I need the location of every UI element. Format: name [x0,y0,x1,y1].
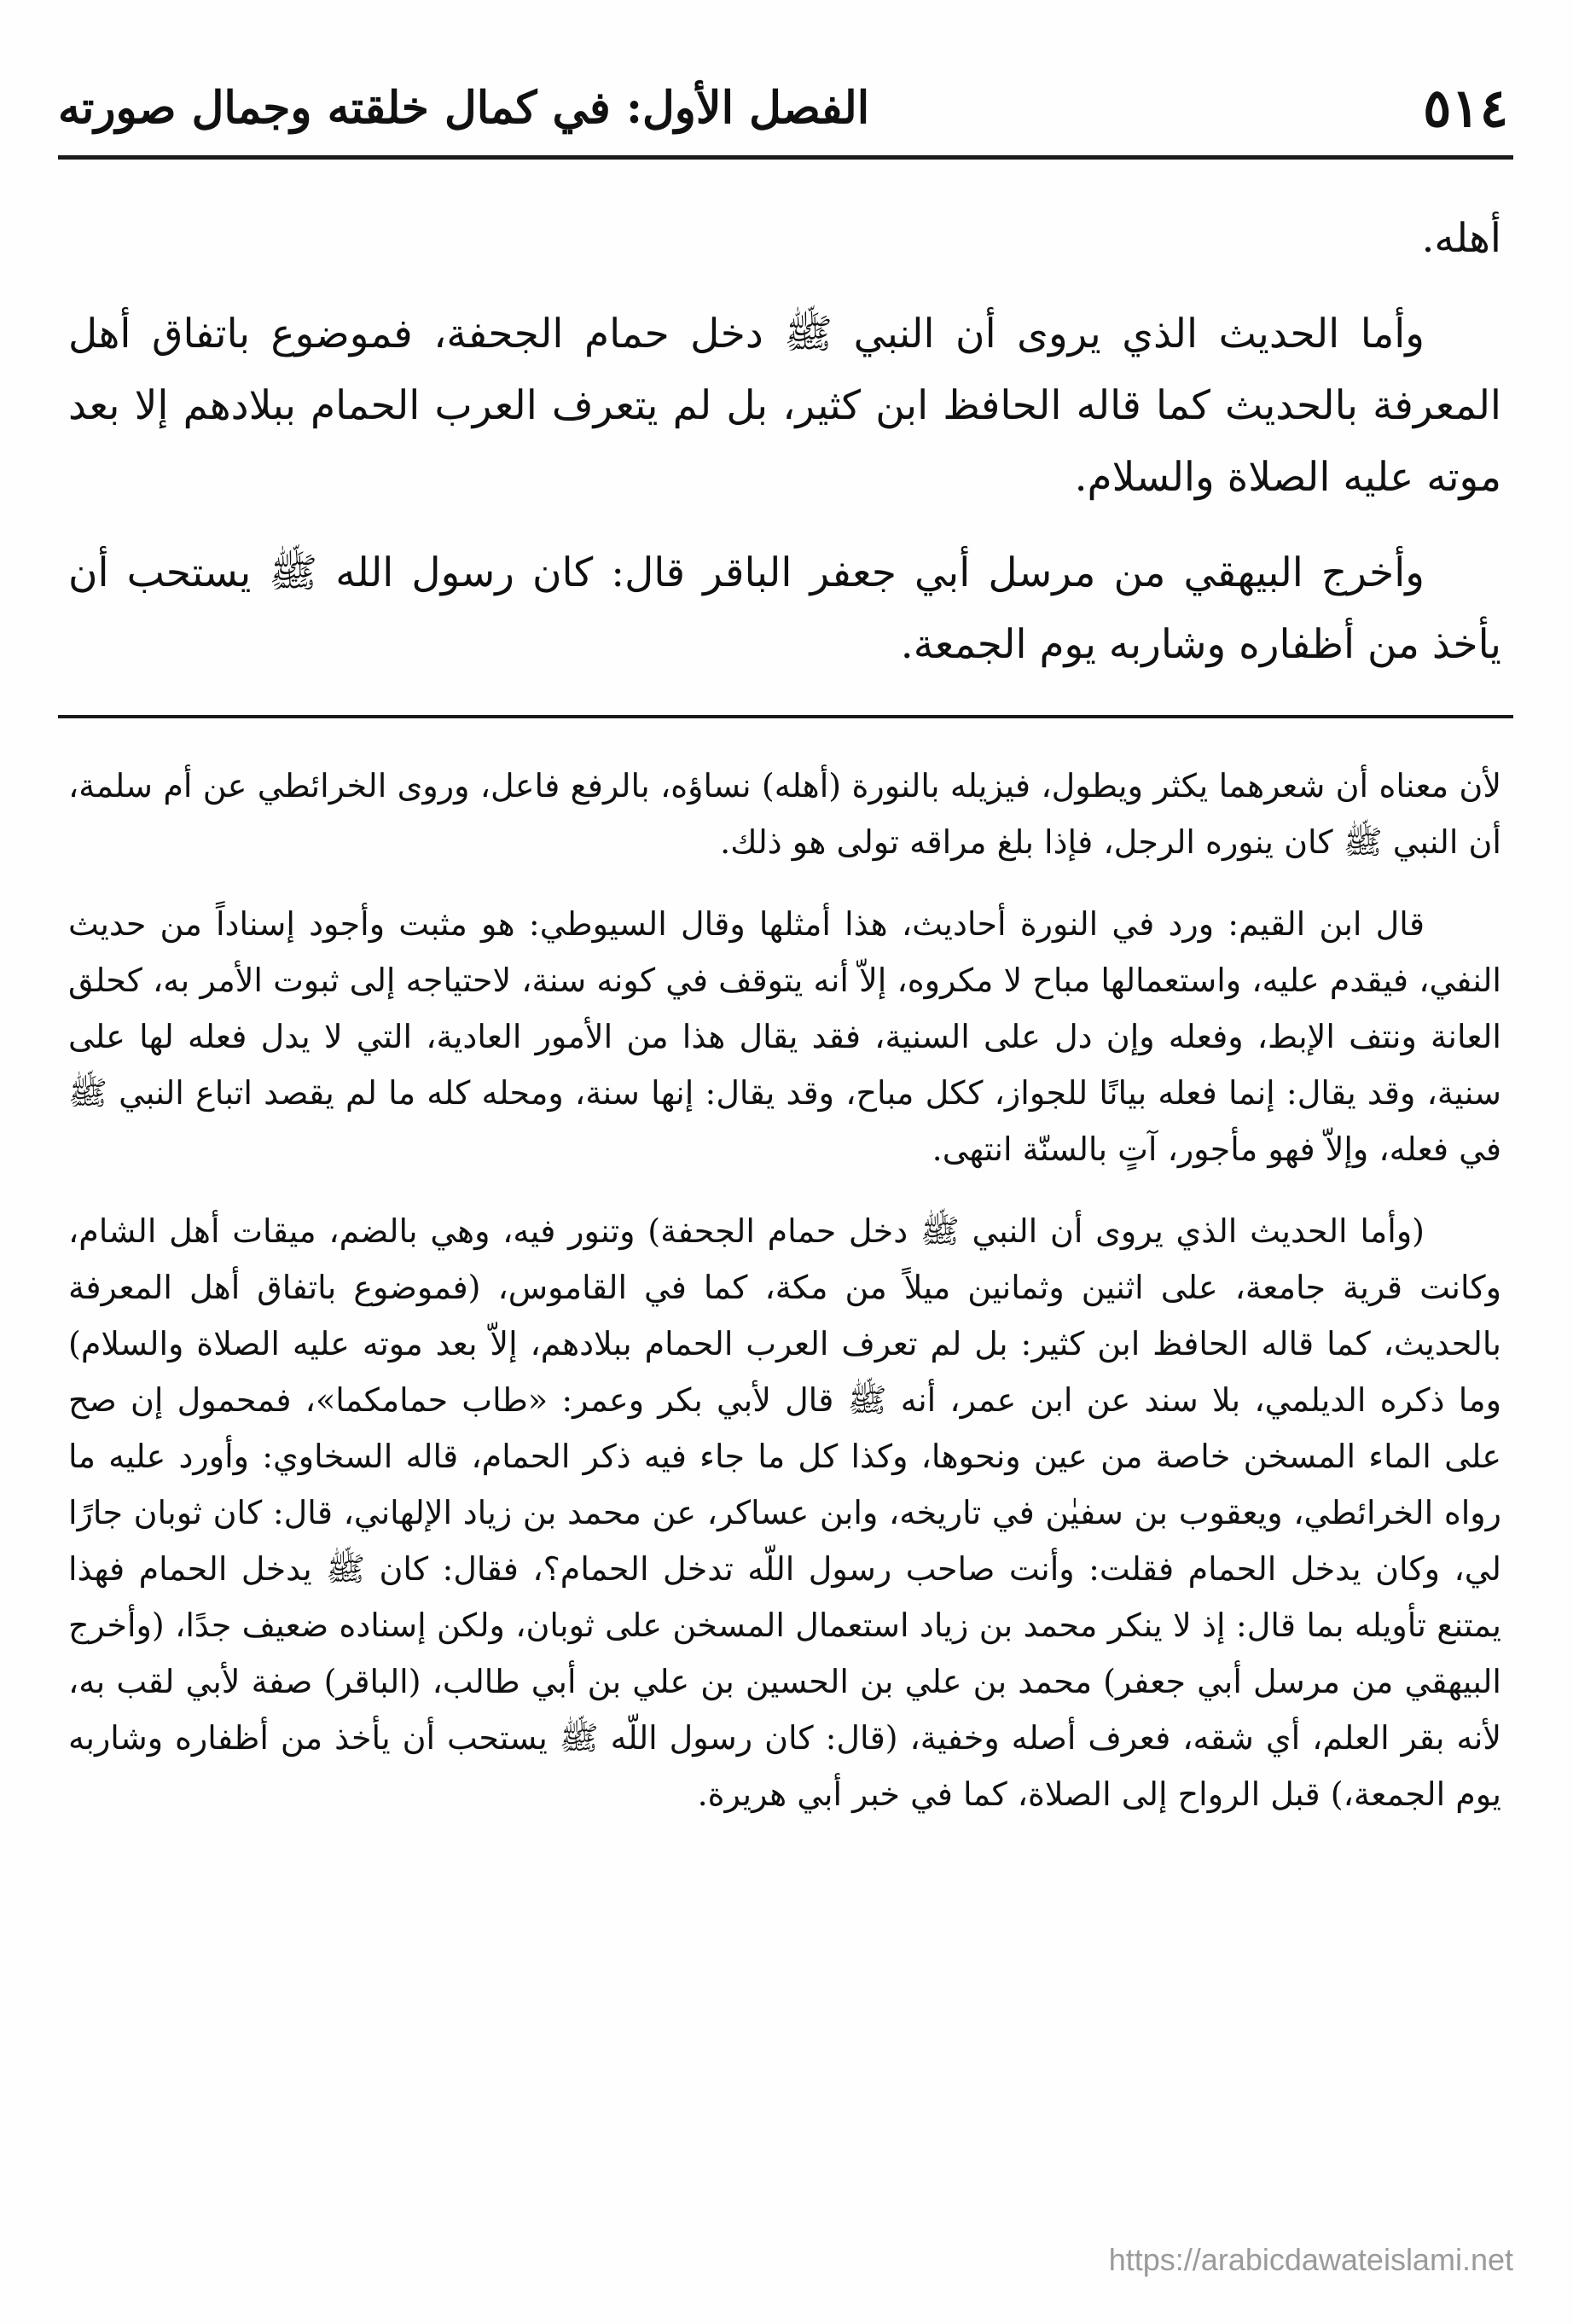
main-paragraph: أهله. [1421,215,1501,262]
main-text [68,203,1501,705]
header-rule [58,155,1513,160]
running-title: الفصل الأول: في كمال خلقته وجمال صورته [58,82,870,134]
page-header [58,72,1508,145]
watermark-url: https://arabicdawateislami.net [1108,2242,1513,2277]
main-paragraph: وأخرج البيهقي من مرسل أبي جعفر الباقر قال: كان رسول الله ﷺ يستحب أن يأخذ من أظفاره وشاربه يوم الجمعة. [68,549,1501,668]
commentary-paragraph: (وأما الحديث الذي يروى أن النبي ﷺ دخل حمام الجحفة) وتنور فيه، وهي بالضم، ميقات أهل الشام، وكانت قرية جامعة، على اثنين وثمانين ميلاً من مكة، كما في القاموس، (فموضوع باتفاق أهل المعرفة بالحديث، كما قاله الحافظ ابن كثير: بل لم تعرف العرب الحمام ببلادهم، إلاّ بعد موته عليه الصلاة والسلام) وما ذكره الديلمي، بلا سند عن ابن عمر، أنه ﷺ قال لأبي بكر وعمر: «طاب حمامكما»، فمحمول إن صح على الماء المسخن خاصة من عين ونحوها، وكذا كل ما جاء فيه ذكر الحمام، قاله السخاوي: وأورد عليه ما رواه الخرائطي، ويعقوب بن سفيٰن في تاريخه، وابن عساكر، عن محمد بن زياد الإلهاني، قال: كان ثوبان جارًا لي، وكان يدخل الحمام فقلت: وأنت صاحب رسول اللّه تدخل الحمام؟، فقال: كان ﷺ يدخل الحمام فهذا يمتنع تأويله بما قال: إذ لا ينكر محمد بن زياد استعمال المسخن على ثوبان، ولكن إسناده ضعيف جدًا، (وأخرج البيهقي من مرسل أبي جعفر) محمد بن علي بن الحسين بن علي بن أبي طالب، (الباقر) صفة لأبي لقب به، لأنه بقر العلم، أي شقه، فعرف أصله وخفية، (قال: كان رسول اللّه ﷺ يستحب أن يأخذ من أظفاره وشاربه يوم الجمعة،) قبل الرواح إلى الصلاة، كما في خبر أبي هريرة. [68,1212,1501,1813]
commentary-paragraph: قال ابن القيم: ورد في النورة أحاديث، هذا أمثلها وقال السيوطي: هو مثبت وأجود إسناداً من حديث النفي، فيقدم عليه، واستعمالها مباح لا مكروه، إلاّ أنه يتوقف في كونه سنة، لاحتياجه إلى ثبوت الأمر به، كحلق العانة ونتف الإبط، وفعله وإن دل على السنية، فقد يقال هذا من الأمور العادية، التي لا يدل فعله لها على سنية، وقد يقال: إنما فعله بيانًا للجواز، ككل مباح، وقد يقال: إنها سنة، ومحله كله ما لم يقصد اتباع النبي ﷺ في فعله، وإلاّ فهو مأجور، آتٍ بالسنّة انتهى. [68,905,1501,1168]
main-paragraph: وأما الحديث الذي يروى أن النبي ﷺ دخل حمام الجحفة، فموضوع باتفاق أهل المعرفة بالحديث كما قاله الحافظ ابن كثير، بل لم يتعرف العرب الحمام ببلادهم إلا بعد موته عليه الصلاة والسلام. [68,311,1501,501]
commentary-paragraph: لأن معناه أن شعرهما يكثر ويطول، فيزيله بالنورة (أهله) نساؤه، بالرفع فاعل، وروى الخرائطي عن أم سلمة، أن النبي ﷺ كان ينوره الرجل، فإذا بلغ مراقه تولى هو ذلك. [68,767,1501,861]
page-number: ٥١٤ [1423,77,1508,139]
separator-rule [58,715,1513,718]
commentary [68,758,1501,1822]
